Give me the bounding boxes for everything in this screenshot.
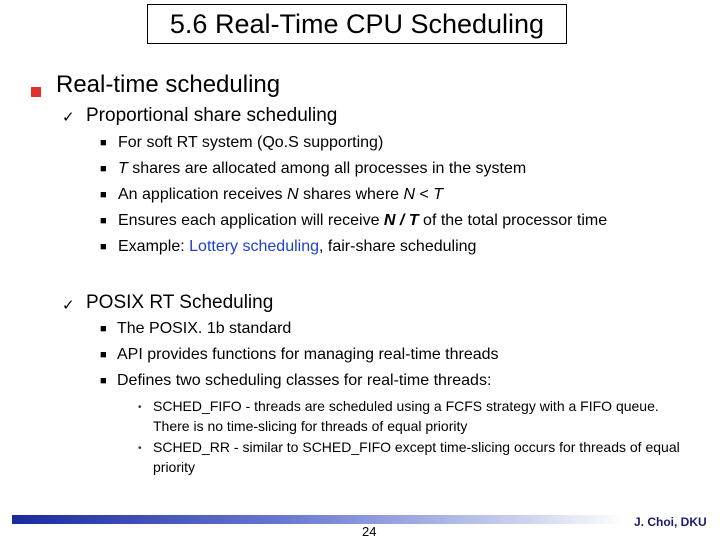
list-item: Example: Lottery scheduling, fair-share scheduling [118, 238, 477, 255]
square-bullet-icon: ■ [100, 323, 107, 335]
list-item: An application receives N shares where N < T [118, 186, 444, 203]
red-square-bullet-icon [31, 87, 41, 97]
list-item: For soft RT system (Qo.S supporting) [118, 134, 384, 151]
square-bullet-icon: ■ [100, 375, 107, 387]
lottery-scheduling-link[interactable]: Lottery scheduling [189, 238, 319, 255]
list-item: Defines two scheduling classes for real-time threads: [117, 372, 492, 389]
footer-gradient-bar [12, 515, 624, 524]
list-item: The POSIX. 1b standard [117, 320, 292, 337]
square-bullet-icon: ■ [100, 137, 107, 149]
level1-heading: Real-time scheduling [56, 71, 281, 98]
list-item: API provides functions for managing real-time threads [117, 346, 499, 363]
sub-list-item: SCHED_FIFO - threads are scheduled using a FCFS strategy with a FIFO queue. There is no time-slicing for threads of equal priority [153, 398, 659, 434]
section-heading-proportional: Proportional share scheduling [86, 105, 338, 126]
square-bullet-icon: ■ [100, 349, 107, 361]
variable-t: T [118, 160, 128, 177]
slide-title: 5.6 Real-Time CPU Scheduling [147, 4, 567, 44]
square-bullet-icon: ■ [100, 241, 107, 253]
square-bullet-icon: ■ [100, 163, 107, 175]
sub-list-item: SCHED_RR - similar to SCHED_FIFO except time-slicing occurs for threads of equal priority [153, 439, 680, 475]
square-bullet-icon: ■ [100, 189, 107, 201]
checkmark-icon: ✓ [62, 109, 75, 126]
section-heading-posix: POSIX RT Scheduling [86, 292, 274, 313]
dot-bullet-icon: • [138, 443, 142, 454]
square-bullet-icon: ■ [100, 215, 107, 227]
dot-bullet-icon: • [138, 402, 142, 413]
checkmark-icon: ✓ [62, 297, 75, 314]
page-number: 24 [362, 524, 377, 539]
list-item: Ensures each application will receive N / T of the total processor time [118, 212, 608, 229]
list-item: T shares are allocated among all processes in the system [118, 160, 527, 177]
author-footer: J. Choi, DKU [634, 515, 707, 529]
